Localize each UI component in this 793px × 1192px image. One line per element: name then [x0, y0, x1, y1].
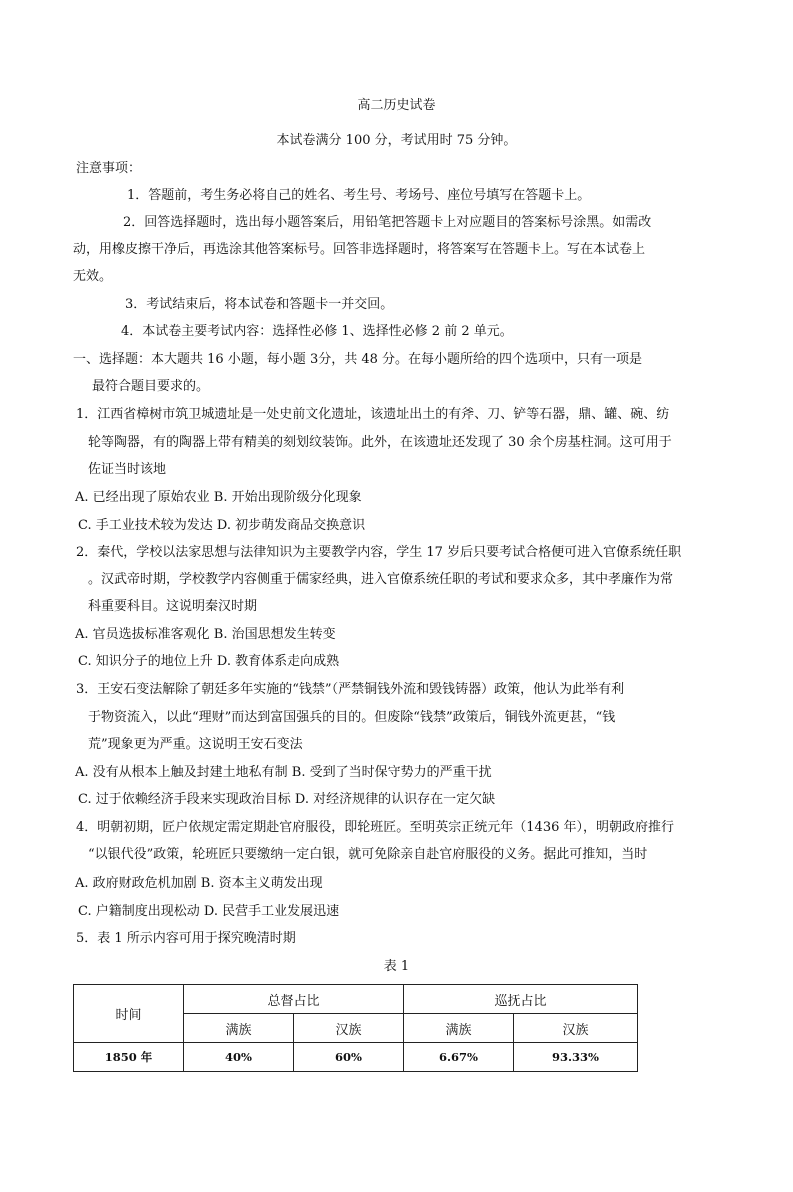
- note-item-1: 1．答题前，考生务必将自己的姓名、考生号、考场号、座位号填写在答题卡上。: [127, 188, 591, 203]
- q1-options-cd: C. 手工业技术较为发达 D. 初步萌发商品交换意识: [78, 518, 366, 533]
- header-xunfu-ratio: 巡抚占比: [404, 985, 638, 1014]
- subheader-cell: 满族: [184, 1014, 294, 1043]
- q1-line-2: 轮等陶器，有的陶器上带有精美的刻划纹装饰。此外，在该遗址还发现了 30 余个房基柱洞。这可用于: [88, 435, 672, 450]
- q2-line-1: 2．秦代，学校以法家思想与法律知识为主要教学内容，学生 17 岁后只要考试合格便可进入官僚系统任职: [76, 545, 682, 560]
- section-heading-line-1: 一、选择题：本大题共 16 小题，每小题 3分，共 48 分。在每小题所给的四个选项中，只有一项是: [73, 352, 643, 367]
- section-heading-line-2: 最符合题目要求的。: [92, 379, 210, 394]
- q2-line-3: 科重要科目。这说明秦汉时期: [88, 599, 258, 614]
- q3-options-ab: A. 没有从根本上触及封建土地私有制 B. 受到了当时保守势力的严重干扰: [75, 765, 492, 780]
- header-time: 时间: [74, 985, 184, 1043]
- row-year: 1850 年: [74, 1043, 184, 1072]
- q3-line-3: 荒”现象更为严重。这说明王安石变法: [88, 737, 303, 752]
- row-value: 60%: [294, 1043, 404, 1072]
- table-header-row: [74, 985, 638, 1014]
- notes-heading: 注意事项：: [76, 161, 142, 176]
- q4-options-ab: A. 政府财政危机加剧 B. 资本主义萌发出现: [75, 876, 323, 891]
- note-item-2-line-2: 动，用橡皮擦干净后，再选涂其他答案标号。回答非选择题时，将答案写在答题卡上。写在本试卷上: [73, 242, 646, 257]
- note-item-3: 3．考试结束后，将本试卷和答题卡一并交回。: [125, 297, 394, 312]
- q1-line-3: 佐证当时该地: [88, 462, 167, 477]
- q2-line-2: 。汉武帝时期，学校教学内容侧重于儒家经典，进入官僚系统任职的考试和要求众多，其中孝廉作为常: [88, 572, 674, 587]
- subheader-cell: 汉族: [514, 1014, 638, 1043]
- table-row: [74, 1043, 638, 1072]
- note-item-4: 4．本试卷主要考试内容：选择性必修 1、选择性必修 2 前 2 单元。: [121, 324, 513, 339]
- q4-line-1: 4．明朝初期，匠户依规定需定期赴官府服役，即轮班匠。至明英宗正统元年（1436 年），明朝政府推行: [76, 820, 674, 835]
- subheader-cell: 汉族: [294, 1014, 404, 1043]
- q2-options-ab: A. 官员选拔标准客观化 B. 治国思想发生转变: [75, 627, 336, 642]
- q3-line-1: 3．王安石变法解除了朝廷多年实施的“钱禁”（严禁铜钱外流和毁钱铸器）政策，他认为此举有利: [76, 682, 625, 697]
- q5-line-1: 5．表 1 所示内容可用于探究晚清时期: [76, 931, 296, 946]
- q2-options-cd: C. 知识分子的地位上升 D. 教育体系走向成熟: [78, 654, 340, 669]
- exam-title: 高二历史试卷: [357, 98, 436, 113]
- exam-subtitle: 本试卷满分 100 分，考试用时 75 分钟。: [276, 133, 517, 148]
- note-item-2-line-1: 2．回答选择题时，选出每小题答案后，用铅笔把答题卡上对应题目的答案标号涂黑。如需改: [123, 215, 652, 230]
- row-value: 40%: [184, 1043, 294, 1072]
- row-value: 6.67%: [404, 1043, 514, 1072]
- q1-line-1: 1．江西省樟树市筑卫城遗址是一处史前文化遗址，该遗址出土的有斧、刀、铲等石器，鼎、罐、碗、纺: [76, 407, 670, 422]
- row-value: 93.33%: [514, 1043, 638, 1072]
- note-item-2-line-3: 无效。: [73, 269, 113, 284]
- data-table: [73, 984, 638, 1072]
- q3-options-cd: C. 过于依赖经济手段来实现政治目标 D. 对经济规律的认识存在一定欠缺: [78, 792, 496, 807]
- q4-line-2: “以银代役”政策，轮班匠只要缴纳一定白银，就可免除亲自赴官府服役的义务。据此可推知，当时: [88, 847, 648, 862]
- q3-line-2: 于物资流入，以此“理财”而达到富国强兵的目的。但废除“钱禁”政策后，铜钱外流更甚，“钱: [88, 710, 616, 725]
- table-caption: 表 1: [383, 959, 410, 974]
- q4-options-cd: C. 户籍制度出现松动 D. 民营手工业发展迅速: [78, 904, 340, 919]
- subheader-cell: 满族: [404, 1014, 514, 1043]
- q1-options-ab: A. 已经出现了原始农业 B. 开始出现阶级分化现象: [75, 490, 362, 505]
- header-governor-ratio: 总督占比: [184, 985, 404, 1014]
